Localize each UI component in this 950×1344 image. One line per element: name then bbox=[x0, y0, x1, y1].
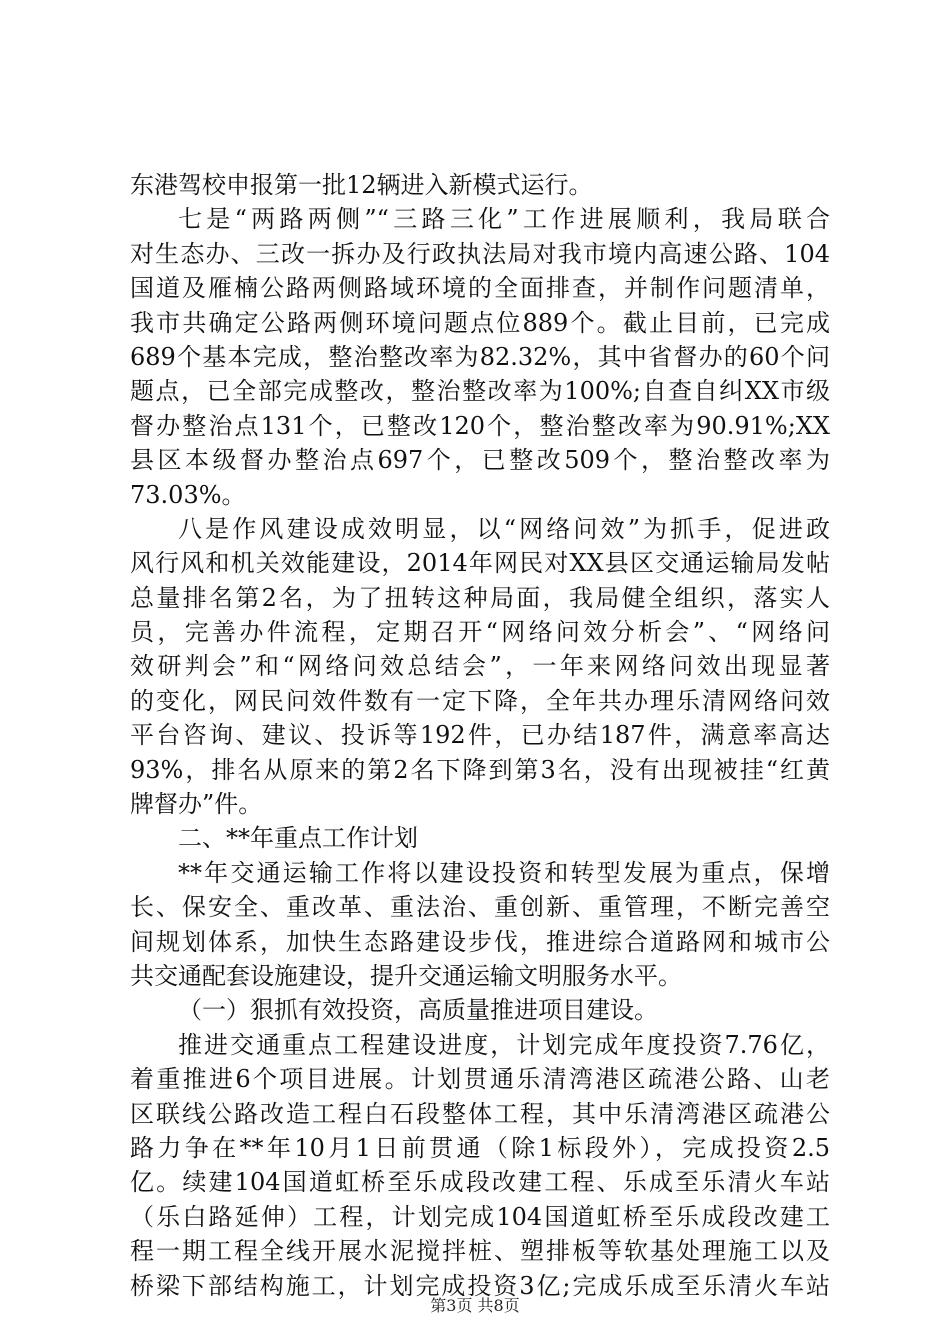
text-line: 73.03%。 bbox=[130, 480, 246, 509]
text-line: 区联线公路改造工程白石段整体工程，其中乐清湾港区疏港公 bbox=[130, 1099, 830, 1128]
text-line: 二、**年重点工作计划 bbox=[178, 824, 418, 853]
document-body bbox=[130, 168, 830, 1303]
text-line: 七是“两路两侧”“三路三化”工作进展顺利，我局联合 bbox=[178, 205, 830, 234]
text-line: 的变化，网民问效件数有一定下降，全年共办理乐清网络问效 bbox=[130, 686, 830, 715]
text-line: 对生态办、三改一拆办及行政执法局对我市境内高速公路、104 bbox=[130, 239, 830, 268]
text-line: 八是作风建设成效明显，以“网络问效”为抓手，促进政 bbox=[178, 514, 830, 543]
text-line: 桥梁下部结构施工，计划完成投资3亿;完成乐成至乐清火车站 bbox=[130, 1271, 830, 1300]
text-line: 总量排名第2名，为了扭转这种局面，我局健全组织，落实人 bbox=[130, 583, 830, 612]
text-line: 亿。续建104国道虹桥至乐成段改建工程、乐成至乐清火车站 bbox=[130, 1168, 830, 1197]
text-line: 题点，已全部完成整改，整治整改率为100%;自查自纠XX市级 bbox=[130, 377, 830, 406]
text-line: 长、保安全、重改革、重法治、重创新、重管理，不断完善空 bbox=[130, 893, 830, 922]
text-line: 县区本级督办整治点697个，已整改509个，整治整改率为 bbox=[130, 446, 830, 475]
text-line: 风行风和机关效能建设，2014年网民对XX县区交通运输局发帖 bbox=[130, 549, 830, 578]
text-line: 推进交通重点工程建设进度，计划完成年度投资7.76亿， bbox=[178, 1030, 830, 1059]
text-line: （一）狠抓有效投资，高质量推进项目建设。 bbox=[178, 996, 658, 1025]
text-line: （乐白路延伸）工程，计划完成104国道虹桥至乐成段改建工 bbox=[130, 1202, 830, 1231]
text-line: **年交通运输工作将以建设投资和转型发展为重点，保增 bbox=[178, 858, 830, 887]
text-line: 牌督办”件。 bbox=[130, 790, 263, 819]
text-line: 督办整治点131个，已整改120个，整治整改率为90.91%;XX bbox=[130, 411, 830, 440]
text-line: 共交通配套设施建设，提升交通运输文明服务水平。 bbox=[130, 961, 682, 990]
text-line: 着重推进6个项目进展。计划贯通乐清湾港区疏港公路、山老 bbox=[130, 1065, 830, 1094]
text-line: 93%，排名从原来的第2名下降到第3名，没有出现被挂“红黄 bbox=[130, 755, 830, 784]
text-line: 689个基本完成，整治整改率为82.32%，其中省督办的60个问 bbox=[130, 342, 830, 371]
text-line: 间规划体系，加快生态路建设步伐，推进综合道路网和城市公 bbox=[130, 927, 830, 956]
text-line: 平台咨询、建议、投诉等192件，已办结187件，满意率高达 bbox=[130, 721, 830, 750]
text-line: 员，完善办件流程，定期召开“网络问效分析会”、“网络问 bbox=[130, 618, 830, 647]
text-line: 程一期工程全线开展水泥搅拌桩、塑排板等软基处理施工以及 bbox=[130, 1237, 830, 1266]
text-line: 国道及雁楠公路两侧路域环境的全面排查，并制作问题清单， bbox=[130, 274, 830, 303]
page-footer: 第3页 共8页 bbox=[430, 1296, 520, 1315]
text-line: 路力争在**年10月1日前贯通（除1标段外），完成投资2.5 bbox=[130, 1133, 830, 1162]
text-line: 东港驾校申报第一批12辆进入新模式运行。 bbox=[130, 171, 593, 199]
text-line: 效研判会”和“网络问效总结会”，一年来网络问效出现显著 bbox=[130, 652, 830, 681]
text-line: 我市共确定公路两侧环境问题点位889个。截止目前，已完成 bbox=[130, 308, 830, 337]
